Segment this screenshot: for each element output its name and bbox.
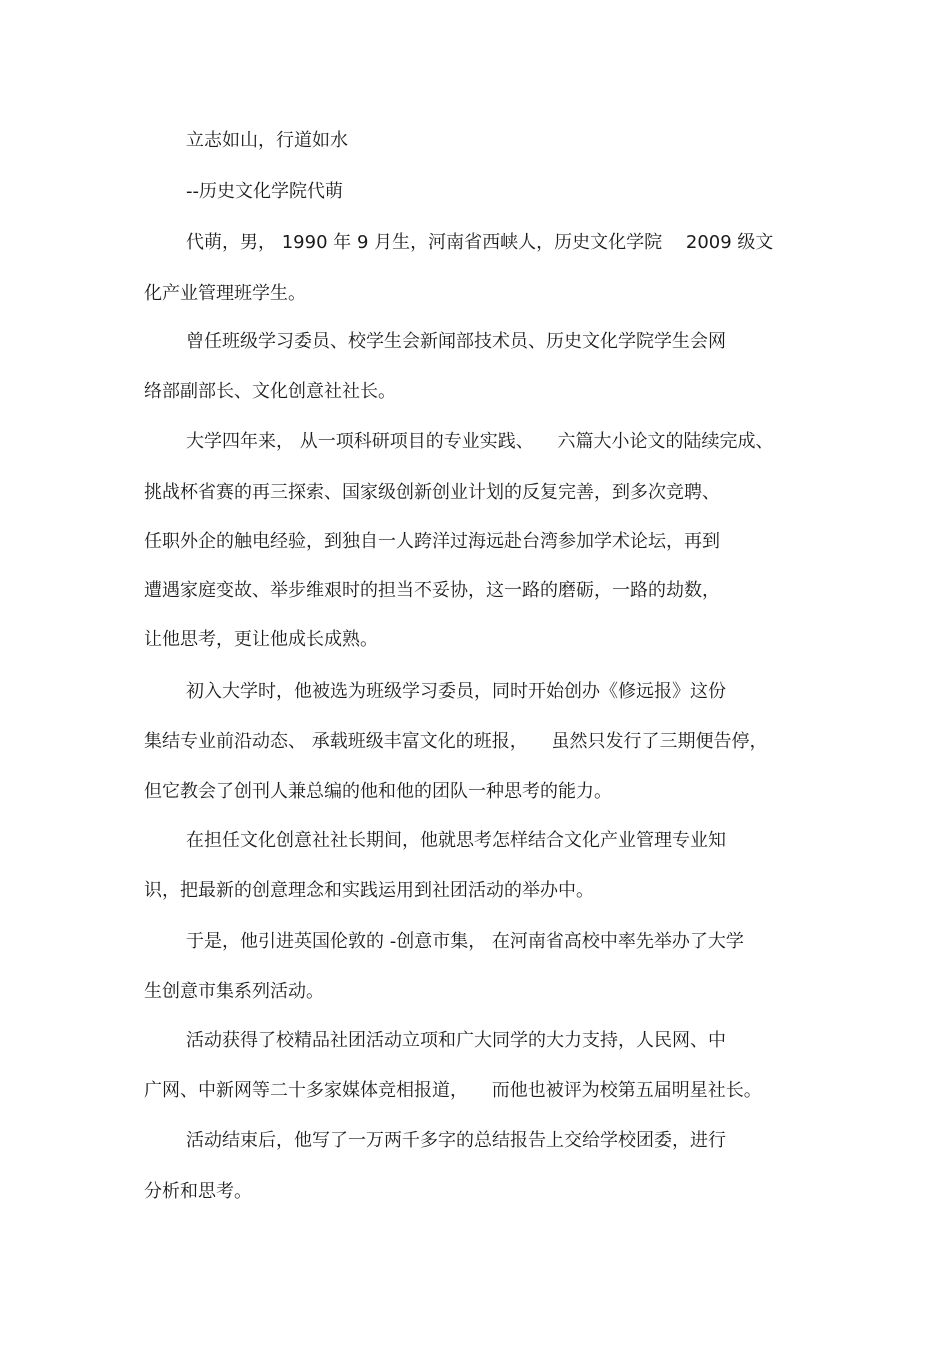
text-line: 在担任文化创意社社长期间，他就思考怎样结合文化产业管理专业知 [186,830,726,851]
text-line: 让他思考，更让他成长成熟。 [144,629,378,650]
text-line: 挑战杯省赛的再三探索、国家级创新创业计划的反复完善，到多次竞聘、 [144,482,720,503]
text-line: 活动获得了校精品社团活动立项和广大同学的大力支持，人民网、中 [186,1030,726,1051]
text-line: 但它教会了创刊人兼总编的他和他的团队一种思考的能力。 [144,781,612,802]
text-line: 大学四年来， 从一项科研项目的专业实践、 六篇大小论文的陆续完成、 [186,431,774,452]
text-line: 代萌，男， 1990 年 9 月生，河南省西峡人，历史文化学院 2009 级文 [186,232,774,253]
text-line: 初入大学时，他被选为班级学习委员，同时开始创办《修远报》这份 [186,681,726,702]
text-line: 识，把最新的创意理念和实践运用到社团活动的举办中。 [144,880,594,901]
document-byline: --历史文化学院代萌 [186,181,343,202]
text-line: 化产业管理班学生。 [144,283,306,304]
text-line: 活动结束后，他写了一万两千多字的总结报告上交给学校团委，进行 [186,1130,726,1151]
text-line: 生创意市集系列活动。 [144,981,324,1002]
text-line: 任职外企的触电经验，到独自一人跨洋过海远赴台湾参加学术论坛，再到 [144,531,720,552]
text-line: 络部副部长、文化创意社社长。 [144,381,396,402]
text-line: 遭遇家庭变故、举步维艰时的担当不妥协，这一路的磨砺，一路的劫数， [144,580,720,601]
text-line: 分析和思考。 [144,1181,252,1202]
text-line: 集结专业前沿动态、 承载班级丰富文化的班报， 虽然只发行了三期便告停， [144,731,768,752]
document-title: 立志如山，行道如水 [186,130,348,151]
text-line: 曾任班级学习委员、校学生会新闻部技术员、历史文化学院学生会网 [186,331,726,352]
text-line: 广网、中新网等二十多家媒体竞相报道， 而他也被评为校第五届明星社长。 [144,1080,762,1101]
text-line: 于是，他引进英国伦敦的 -创意市集， 在河南省高校中率先举办了大学 [186,931,744,952]
